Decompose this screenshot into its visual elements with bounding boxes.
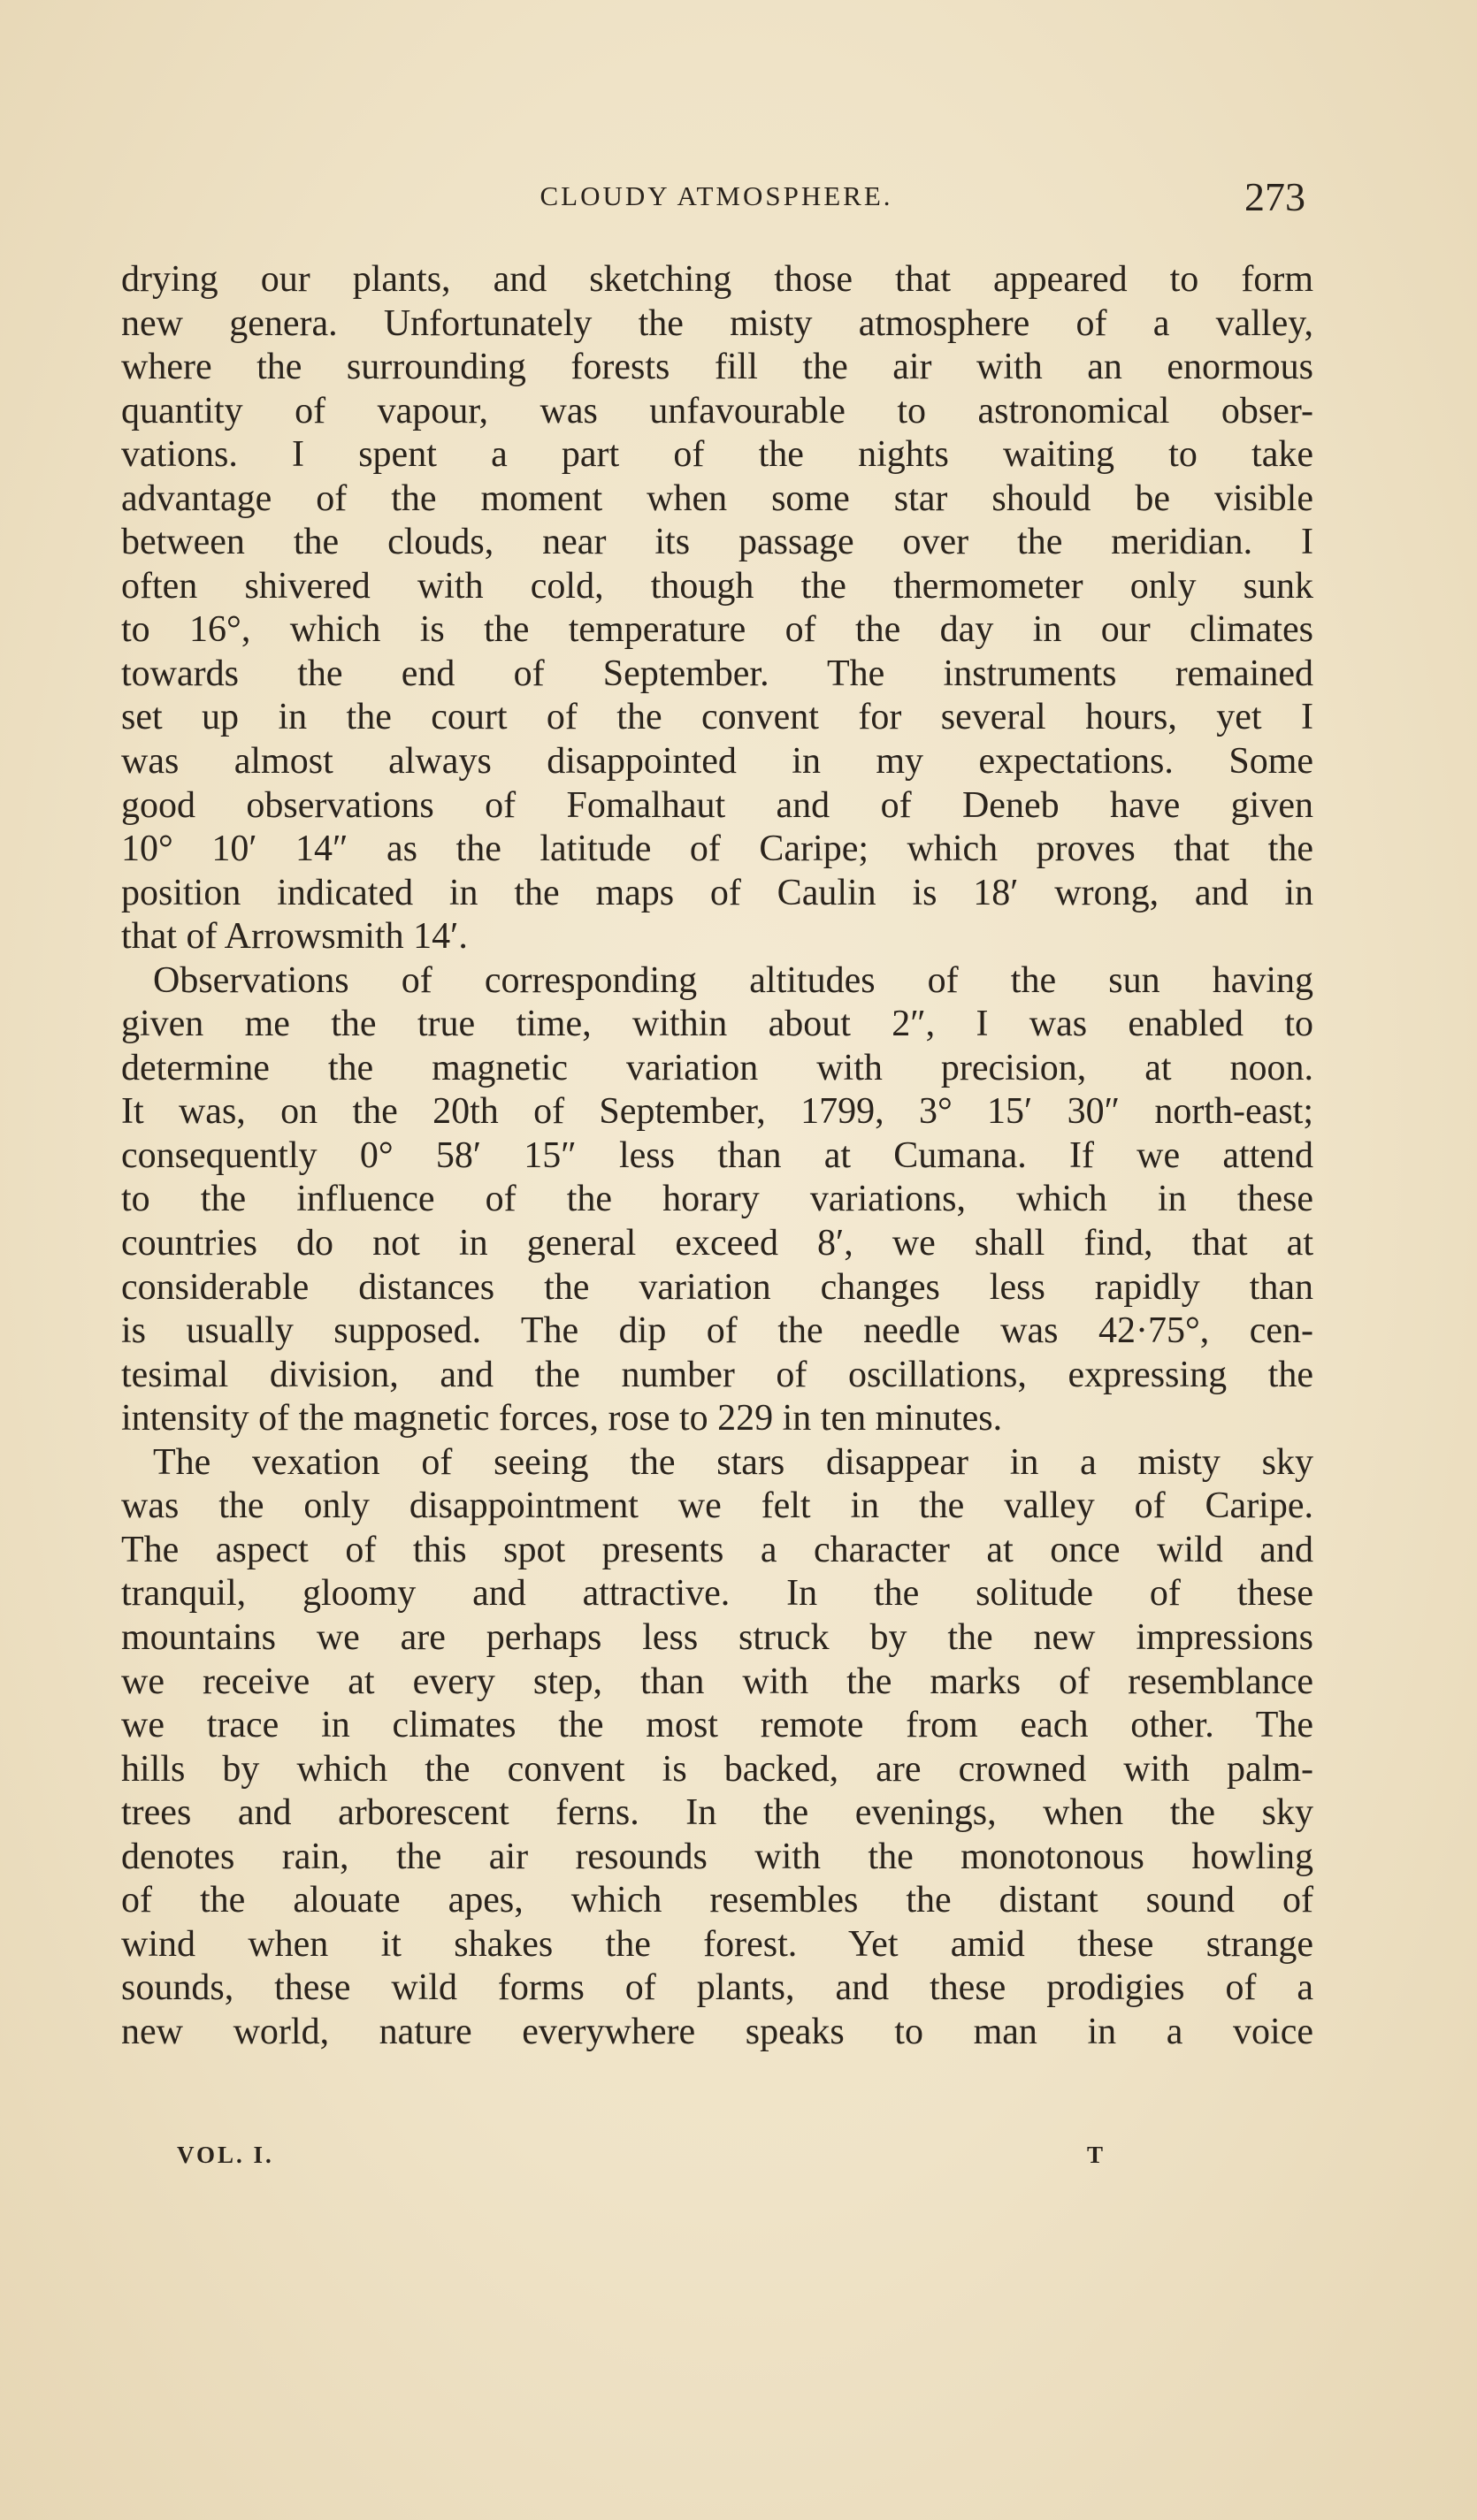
text-line: It was, on the 20th of September, 1799, 3° 15′ 30″ north-east; <box>121 1091 1313 1133</box>
page-number: 273 <box>1244 174 1305 219</box>
text-line: trees and arborescent ferns. In the evenings, when the sky <box>121 1792 1313 1834</box>
text-line: new genera. Unfortunately the misty atmosphere of a valley, <box>121 302 1313 344</box>
signature-mark: T <box>1086 2142 1106 2168</box>
text-line: denotes rain, the air resounds with the monotonous howling <box>121 1836 1313 1877</box>
text-line: countries do not in general exceed 8′, we shall find, that at <box>121 1223 1313 1264</box>
text-line: was the only disappointment we felt in the valley of Caripe. <box>121 1485 1313 1527</box>
paragraph-3 <box>121 1441 1313 2055</box>
text-line: is usually supposed. The dip of the needle was 42·75°, cen- <box>121 1310 1313 1352</box>
text-line: we trace in climates the most remote from each other. The <box>121 1705 1313 1746</box>
text-line: drying our plants, and sketching those that appeared to form <box>121 259 1313 300</box>
text-line: to 16°, which is the temperature of the day in our climates <box>121 609 1313 651</box>
text-line: given me the true time, within about 2″, I was enabled to <box>121 1004 1313 1045</box>
page-footer <box>177 2142 1106 2177</box>
text-line: set up in the court of the convent for several hours, yet I <box>121 697 1313 738</box>
text-line: was almost always disappointed in my expectations. Some <box>121 741 1313 783</box>
text-line: hills by which the convent is backed, are crowned with palm- <box>121 1748 1313 1790</box>
text-line: tesimal division, and the number of oscillations, expressing the <box>121 1354 1313 1395</box>
text-line: sounds, these wild forms of plants, and these prodigies of a <box>121 1967 1313 2009</box>
paragraph-2 <box>121 959 1313 1441</box>
text-line: we receive at every step, than with the marks of resemblance <box>121 1661 1313 1702</box>
text-line: between the clouds, near its passage over the meridian. I <box>121 522 1313 563</box>
page-header <box>124 173 1309 223</box>
text-line: tranquil, gloomy and attractive. In the solitude of these <box>121 1573 1313 1615</box>
running-head: CLOUDY ATMOSPHERE. <box>540 180 893 211</box>
text-line: considerable distances the variation changes less rapidly than <box>121 1266 1313 1308</box>
text-line: new world, nature everywhere speaks to man in a voice <box>121 2011 1313 2052</box>
text-line: mountains we are perhaps less struck by the new impressions <box>121 1616 1313 1658</box>
text-line: 10° 10′ 14″ as the latitude of Caripe; which proves that the <box>121 829 1313 870</box>
text-line: intensity of the magnetic forces, rose to 229 in ten minutes. <box>121 1398 1003 1439</box>
text-line: towards the end of September. The instruments remained <box>121 653 1313 694</box>
text-line: determine the magnetic variation with precision, at noon. <box>121 1047 1313 1088</box>
text-line: of the alouate apes, which resembles the distant sound of <box>121 1880 1313 1921</box>
text-line: quantity of vapour, was unfavourable to astronomical obser- <box>121 390 1313 431</box>
text-line: The vexation of seeing the stars disappear in a misty sky <box>153 1441 1313 1483</box>
paragraph-1 <box>121 258 1313 959</box>
text-line: The aspect of this spot presents a character at once wild and <box>121 1529 1313 1570</box>
text-line: that of Arrowsmith 14′. <box>121 916 468 958</box>
text-line: advantage of the moment when some star should be visible <box>121 477 1313 519</box>
body-text <box>121 258 1313 2054</box>
text-line: position indicated in the maps of Caulin is 18′ wrong, and in <box>121 872 1313 913</box>
text-line: where the surrounding forests fill the air with an enormous <box>121 347 1313 388</box>
text-line: consequently 0° 58′ 15″ less than at Cumana. If we attend <box>121 1134 1313 1176</box>
text-line: good observations of Fomalhaut and of Deneb have given <box>121 784 1313 826</box>
volume-mark: VOL. I. <box>177 2142 274 2168</box>
text-line: vations. I spent a part of the nights waiting to take <box>121 434 1313 476</box>
text-line: Observations of corresponding altitudes of the sun having <box>153 959 1313 1001</box>
text-line: wind when it shakes the forest. Yet amid these strange <box>121 1923 1313 1965</box>
text-line: to the influence of the horary variations, which in these <box>121 1179 1313 1220</box>
text-line: often shivered with cold, though the thermometer only sunk <box>121 565 1313 607</box>
